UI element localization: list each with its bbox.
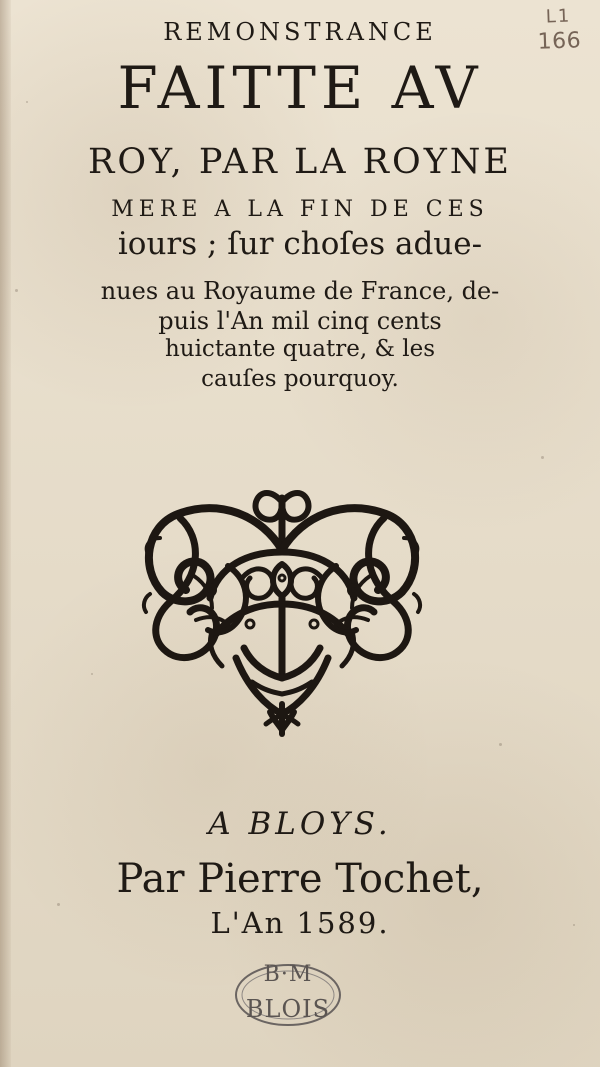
- shelfmark-line-2: 166: [537, 28, 582, 55]
- imprint-printer: Par Pierre Tochet,: [116, 856, 484, 902]
- title-line-8: huictante quatre, & les: [164, 336, 436, 362]
- paper-speck: [91, 673, 93, 675]
- paper-speck: [541, 456, 544, 459]
- title-line-2: FAITTE AV: [117, 54, 483, 122]
- imprint-date: L'An 1589.: [210, 906, 390, 940]
- decorative-fleur-ornament-icon: [132, 480, 432, 740]
- title-line-6: nues au Royaume de France, de-: [100, 277, 500, 305]
- title-line-1: REMONSTRANCE: [163, 18, 437, 46]
- stamp-bottom-text: BLOIS: [245, 995, 331, 1023]
- paper-speck: [499, 743, 502, 746]
- stamp-top-text: B·M: [263, 962, 313, 987]
- title-line-5: iours ; ſur choſes adue-: [117, 226, 483, 262]
- title-line-4: MERE A LA FIN DE CES: [111, 197, 489, 222]
- paper-speck: [57, 903, 60, 906]
- library-stamp: [230, 957, 346, 1033]
- title-line-3: ROY, PAR LA ROYNE: [88, 142, 512, 182]
- shelfmark-line-1: L1: [545, 5, 572, 28]
- imprint-place: A BLOYS.: [208, 806, 392, 842]
- title-line-9: cauſes pourquoy.: [201, 366, 399, 392]
- title-line-7: puis l'An mil cinq cents: [158, 307, 442, 335]
